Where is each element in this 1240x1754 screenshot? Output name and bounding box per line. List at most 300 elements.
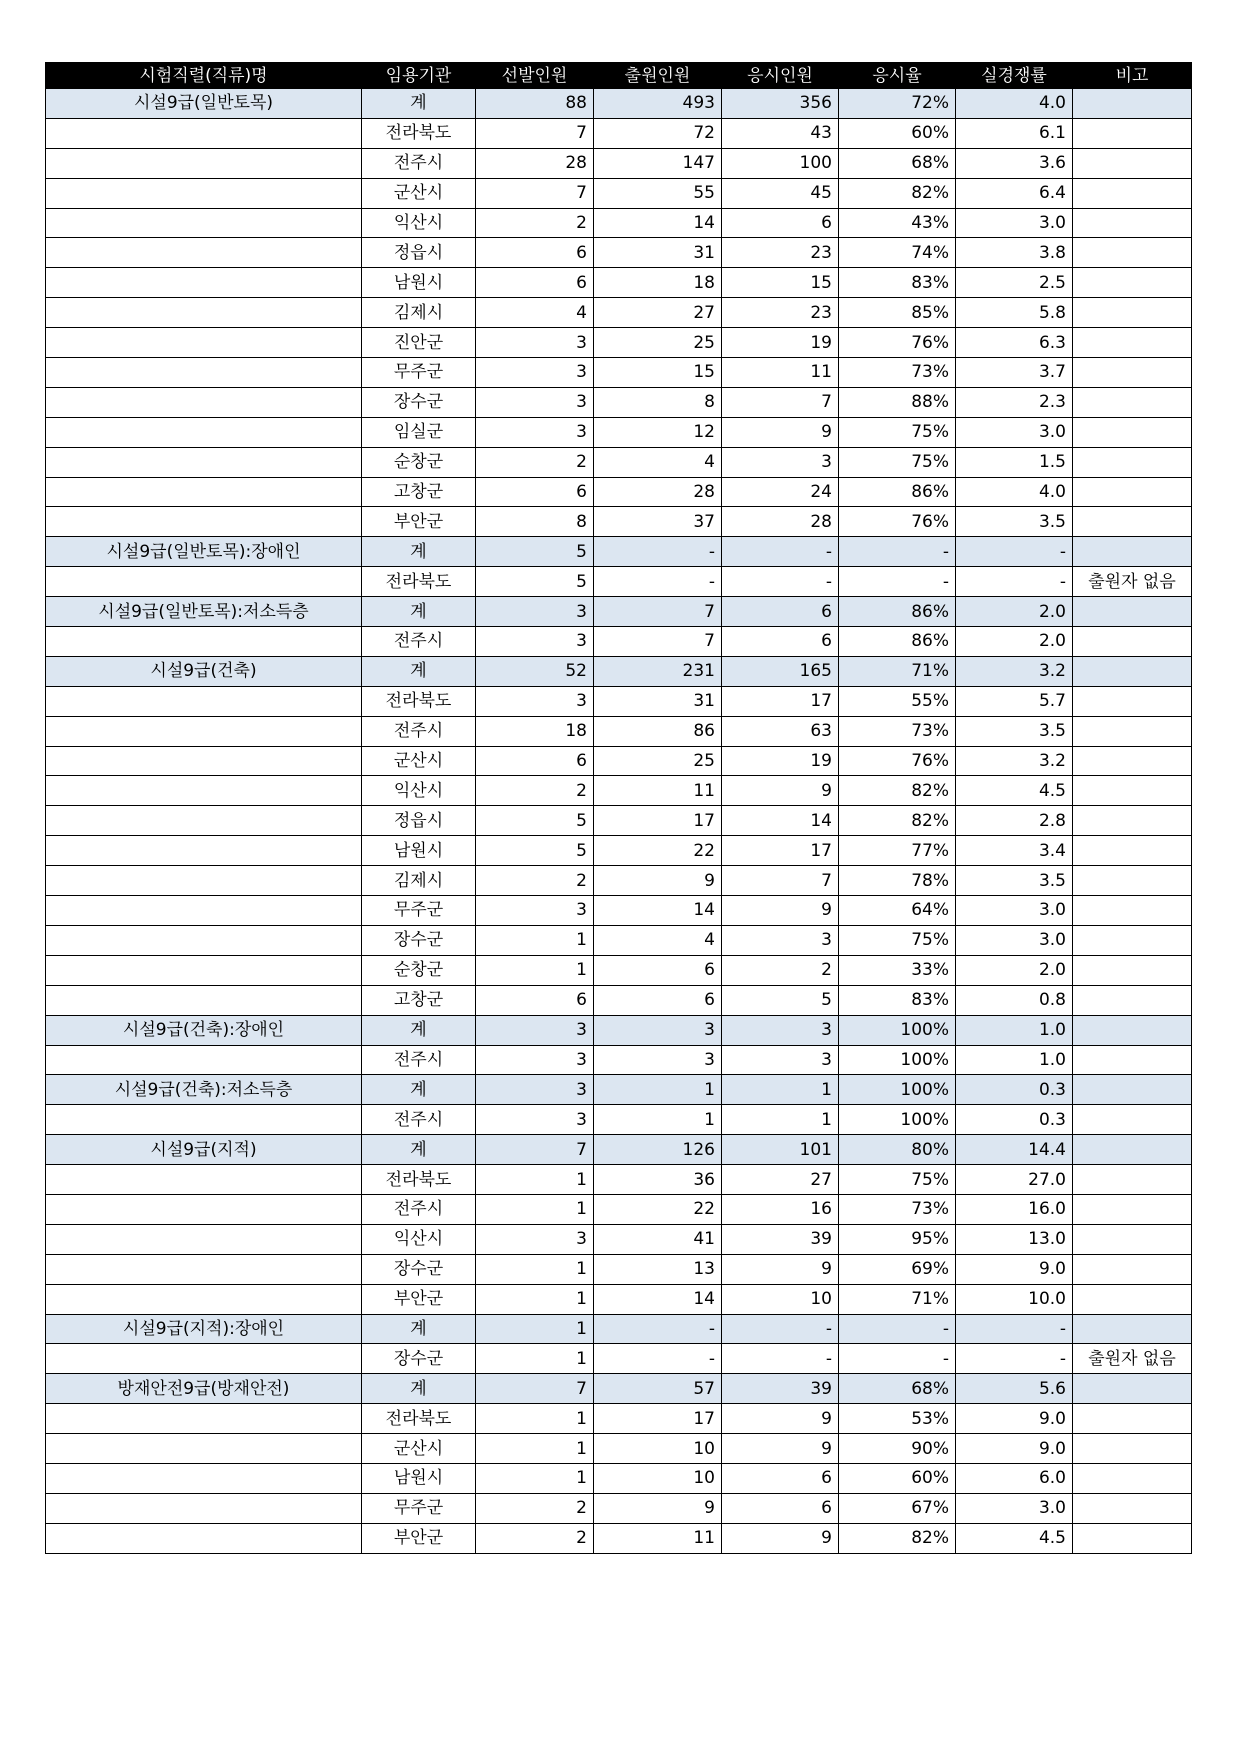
cell-attendees: - (722, 1344, 839, 1374)
cell-attendees: 165 (722, 656, 839, 686)
cell-competition-rate: 3.4 (956, 836, 1073, 866)
cell-attendees: 6 (722, 627, 839, 657)
cell-organization: 계 (362, 1374, 476, 1404)
cell-exam-series: 시설9급(지적) (46, 1135, 362, 1165)
table-row (46, 776, 1192, 806)
cell-applicants: 14 (594, 208, 722, 238)
cell-attendance-rate: 83% (839, 985, 956, 1015)
cell-selected: 8 (476, 507, 594, 537)
cell-exam-series: 시설9급(건축):저소득층 (46, 1075, 362, 1105)
cell-selected: 6 (476, 985, 594, 1015)
cell-organization: 전라북도 (362, 567, 476, 597)
cell-competition-rate: 4.5 (956, 776, 1073, 806)
cell-applicants: 7 (594, 597, 722, 627)
cell-organization: 전주시 (362, 148, 476, 178)
header-selected: 선발인원 (476, 63, 594, 89)
cell-applicants: 10 (594, 1434, 722, 1464)
cell-note (1073, 1015, 1192, 1045)
cell-attendees: 9 (722, 1523, 839, 1553)
cell-attendance-rate: 69% (839, 1254, 956, 1284)
table-row (46, 866, 1192, 896)
cell-exam-series (46, 955, 362, 985)
cell-attendees: 11 (722, 358, 839, 388)
cell-exam-series (46, 1105, 362, 1135)
cell-selected: 1 (476, 1404, 594, 1434)
cell-note (1073, 1105, 1192, 1135)
cell-organization: 부안군 (362, 1284, 476, 1314)
cell-attendees: 39 (722, 1224, 839, 1254)
cell-note (1073, 537, 1192, 567)
cell-attendees: 9 (722, 417, 839, 447)
cell-organization: 전주시 (362, 627, 476, 657)
cell-competition-rate: 3.2 (956, 746, 1073, 776)
cell-attendees: - (722, 537, 839, 567)
cell-competition-rate: 9.0 (956, 1254, 1073, 1284)
table-row (46, 417, 1192, 447)
cell-exam-series (46, 746, 362, 776)
cell-attendance-rate: 85% (839, 298, 956, 328)
table-row (46, 148, 1192, 178)
table-row (46, 447, 1192, 477)
table-row (46, 686, 1192, 716)
cell-applicants: 10 (594, 1463, 722, 1493)
cell-organization: 익산시 (362, 776, 476, 806)
cell-selected: 3 (476, 1045, 594, 1075)
cell-competition-rate: 4.5 (956, 1523, 1073, 1553)
cell-exam-series (46, 1493, 362, 1523)
cell-selected: 5 (476, 806, 594, 836)
cell-attendance-rate: 82% (839, 1523, 956, 1553)
cell-exam-series (46, 1523, 362, 1553)
cell-competition-rate: 0.3 (956, 1105, 1073, 1135)
cell-attendance-rate: 86% (839, 627, 956, 657)
cell-organization: 전주시 (362, 1045, 476, 1075)
cell-exam-series (46, 387, 362, 417)
cell-exam-series (46, 1284, 362, 1314)
cell-selected: 88 (476, 89, 594, 119)
cell-attendance-rate: 73% (839, 716, 956, 746)
cell-attendance-rate: 68% (839, 1374, 956, 1404)
cell-selected: 3 (476, 1075, 594, 1105)
table-row (46, 1404, 1192, 1434)
cell-applicants: 36 (594, 1165, 722, 1195)
cell-exam-series (46, 985, 362, 1015)
cell-selected: 7 (476, 1374, 594, 1404)
cell-exam-series (46, 447, 362, 477)
table-row (46, 358, 1192, 388)
cell-note (1073, 178, 1192, 208)
cell-attendees: 2 (722, 955, 839, 985)
cell-note (1073, 1374, 1192, 1404)
table-row (46, 1284, 1192, 1314)
table-row (46, 806, 1192, 836)
cell-attendance-rate: 75% (839, 1165, 956, 1195)
cell-organization: 김제시 (362, 298, 476, 328)
cell-applicants: 55 (594, 178, 722, 208)
cell-note (1073, 417, 1192, 447)
cell-organization: 정읍시 (362, 806, 476, 836)
cell-attendees: 7 (722, 866, 839, 896)
cell-selected: 1 (476, 1463, 594, 1493)
cell-note (1073, 746, 1192, 776)
cell-competition-rate: 5.8 (956, 298, 1073, 328)
cell-applicants: - (594, 1314, 722, 1344)
cell-attendees: 27 (722, 1165, 839, 1195)
cell-organization: 전주시 (362, 1194, 476, 1224)
cell-attendance-rate: 100% (839, 1105, 956, 1135)
cell-selected: 1 (476, 1254, 594, 1284)
table-subtotal-row (46, 1314, 1192, 1344)
cell-attendance-rate: 60% (839, 118, 956, 148)
cell-exam-series (46, 1344, 362, 1374)
cell-applicants: 7 (594, 627, 722, 657)
cell-exam-series (46, 328, 362, 358)
table-row (46, 178, 1192, 208)
cell-attendees: 101 (722, 1135, 839, 1165)
cell-attendance-rate: 76% (839, 507, 956, 537)
cell-exam-series (46, 417, 362, 447)
cell-competition-rate: 5.7 (956, 686, 1073, 716)
cell-selected: 1 (476, 1165, 594, 1195)
cell-organization: 부안군 (362, 1523, 476, 1553)
cell-selected: 2 (476, 208, 594, 238)
cell-organization: 임실군 (362, 417, 476, 447)
table-row (46, 1434, 1192, 1464)
cell-selected: 6 (476, 268, 594, 298)
cell-attendees: 3 (722, 1015, 839, 1045)
cell-competition-rate: 4.0 (956, 89, 1073, 119)
cell-organization: 계 (362, 1015, 476, 1045)
cell-exam-series (46, 836, 362, 866)
cell-attendance-rate: 82% (839, 776, 956, 806)
cell-note (1073, 1254, 1192, 1284)
cell-competition-rate: 13.0 (956, 1224, 1073, 1254)
cell-attendees: 1 (722, 1075, 839, 1105)
cell-attendance-rate: 53% (839, 1404, 956, 1434)
cell-organization: 고창군 (362, 477, 476, 507)
cell-note (1073, 836, 1192, 866)
cell-organization: 순창군 (362, 955, 476, 985)
cell-selected: 1 (476, 1284, 594, 1314)
cell-attendees: 7 (722, 387, 839, 417)
cell-attendance-rate: 71% (839, 1284, 956, 1314)
table-row (46, 627, 1192, 657)
cell-attendees: 6 (722, 597, 839, 627)
table-subtotal-row (46, 1015, 1192, 1045)
cell-exam-series: 시설9급(일반토목) (46, 89, 362, 119)
cell-applicants: 28 (594, 477, 722, 507)
cell-organization: 익산시 (362, 1224, 476, 1254)
cell-note (1073, 1404, 1192, 1434)
cell-organization: 무주군 (362, 358, 476, 388)
cell-note (1073, 118, 1192, 148)
table-header-row (46, 63, 1192, 89)
cell-organization: 계 (362, 1135, 476, 1165)
cell-note (1073, 866, 1192, 896)
table-row (46, 1254, 1192, 1284)
table-row (46, 118, 1192, 148)
cell-applicants: 17 (594, 1404, 722, 1434)
cell-note (1073, 806, 1192, 836)
cell-exam-series (46, 148, 362, 178)
cell-applicants: 14 (594, 1284, 722, 1314)
table-subtotal-row (46, 656, 1192, 686)
cell-attendance-rate: 86% (839, 597, 956, 627)
cell-selected: 7 (476, 1135, 594, 1165)
cell-competition-rate: 3.5 (956, 716, 1073, 746)
cell-note (1073, 1284, 1192, 1314)
table-row (46, 1194, 1192, 1224)
cell-organization: 계 (362, 597, 476, 627)
cell-note (1073, 955, 1192, 985)
cell-organization: 전주시 (362, 716, 476, 746)
cell-attendance-rate: 90% (839, 1434, 956, 1464)
cell-attendance-rate: 68% (839, 148, 956, 178)
cell-selected: 3 (476, 1105, 594, 1135)
cell-organization: 장수군 (362, 387, 476, 417)
cell-note (1073, 1165, 1192, 1195)
cell-note (1073, 298, 1192, 328)
exam-results-table (45, 62, 1192, 1554)
cell-attendance-rate: 73% (839, 358, 956, 388)
cell-organization: 남원시 (362, 268, 476, 298)
cell-competition-rate: 3.2 (956, 656, 1073, 686)
cell-attendance-rate: 80% (839, 1135, 956, 1165)
cell-applicants: 31 (594, 686, 722, 716)
cell-applicants: 12 (594, 417, 722, 447)
cell-applicants: 8 (594, 387, 722, 417)
cell-exam-series (46, 896, 362, 926)
cell-competition-rate: 2.8 (956, 806, 1073, 836)
table-subtotal-row (46, 1135, 1192, 1165)
cell-organization: 무주군 (362, 896, 476, 926)
table-row (46, 1045, 1192, 1075)
cell-note (1073, 208, 1192, 238)
cell-exam-series (46, 686, 362, 716)
cell-competition-rate: 3.6 (956, 148, 1073, 178)
cell-applicants: 11 (594, 1523, 722, 1553)
cell-selected: 1 (476, 1314, 594, 1344)
cell-attendance-rate: - (839, 1344, 956, 1374)
cell-selected: 1 (476, 1194, 594, 1224)
cell-organization: 계 (362, 1075, 476, 1105)
cell-note (1073, 1434, 1192, 1464)
cell-organization: 장수군 (362, 1344, 476, 1374)
cell-attendees: 9 (722, 1404, 839, 1434)
cell-attendance-rate: 67% (839, 1493, 956, 1523)
cell-attendees: 1 (722, 1105, 839, 1135)
cell-organization: 전라북도 (362, 1404, 476, 1434)
cell-competition-rate: 3.5 (956, 507, 1073, 537)
cell-note (1073, 1523, 1192, 1553)
cell-competition-rate: 27.0 (956, 1165, 1073, 1195)
cell-competition-rate: 0.3 (956, 1075, 1073, 1105)
cell-note (1073, 1135, 1192, 1165)
cell-applicants: 6 (594, 955, 722, 985)
cell-exam-series (46, 1434, 362, 1464)
cell-organization: 남원시 (362, 836, 476, 866)
cell-organization: 계 (362, 1314, 476, 1344)
cell-attendees: 6 (722, 1463, 839, 1493)
cell-attendance-rate: 43% (839, 208, 956, 238)
cell-attendees: - (722, 567, 839, 597)
cell-note (1073, 1045, 1192, 1075)
cell-selected: 3 (476, 686, 594, 716)
cell-selected: 5 (476, 836, 594, 866)
cell-note (1073, 896, 1192, 926)
cell-selected: 52 (476, 656, 594, 686)
cell-applicants: 31 (594, 238, 722, 268)
header-competition-rate: 실경쟁률 (956, 63, 1073, 89)
cell-attendance-rate: - (839, 1314, 956, 1344)
cell-selected: 6 (476, 238, 594, 268)
cell-applicants: - (594, 1344, 722, 1374)
cell-exam-series (46, 1224, 362, 1254)
cell-exam-series: 시설9급(일반토목):장애인 (46, 537, 362, 567)
cell-exam-series (46, 208, 362, 238)
cell-organization: 남원시 (362, 1463, 476, 1493)
cell-attendance-rate: 77% (839, 836, 956, 866)
cell-organization: 군산시 (362, 1434, 476, 1464)
cell-competition-rate: 9.0 (956, 1434, 1073, 1464)
cell-attendance-rate: 100% (839, 1075, 956, 1105)
cell-selected: 2 (476, 447, 594, 477)
cell-organization: 군산시 (362, 178, 476, 208)
cell-attendance-rate: 33% (839, 955, 956, 985)
cell-attendees: 3 (722, 1045, 839, 1075)
cell-attendance-rate: 100% (839, 1045, 956, 1075)
table-row (46, 1493, 1192, 1523)
table-subtotal-row (46, 89, 1192, 119)
cell-selected: 28 (476, 148, 594, 178)
table-row (46, 268, 1192, 298)
cell-attendance-rate: 74% (839, 238, 956, 268)
cell-selected: 18 (476, 716, 594, 746)
cell-exam-series (46, 776, 362, 806)
cell-applicants: - (594, 537, 722, 567)
cell-attendees: 6 (722, 208, 839, 238)
cell-competition-rate: 1.0 (956, 1045, 1073, 1075)
cell-exam-series (46, 1194, 362, 1224)
cell-organization: 전라북도 (362, 686, 476, 716)
table-subtotal-row (46, 597, 1192, 627)
cell-attendance-rate: 76% (839, 746, 956, 776)
table-row (46, 1105, 1192, 1135)
cell-exam-series (46, 268, 362, 298)
cell-attendance-rate: 75% (839, 417, 956, 447)
cell-competition-rate: 10.0 (956, 1284, 1073, 1314)
cell-attendance-rate: 73% (839, 1194, 956, 1224)
cell-attendance-rate: 72% (839, 89, 956, 119)
cell-organization: 고창군 (362, 985, 476, 1015)
cell-attendance-rate: 78% (839, 866, 956, 896)
cell-applicants: 86 (594, 716, 722, 746)
cell-note (1073, 358, 1192, 388)
cell-competition-rate: 6.1 (956, 118, 1073, 148)
table-row (46, 477, 1192, 507)
cell-competition-rate: - (956, 537, 1073, 567)
cell-competition-rate: 3.7 (956, 358, 1073, 388)
header-note: 비고 (1073, 63, 1192, 89)
cell-exam-series (46, 298, 362, 328)
cell-attendees: 5 (722, 985, 839, 1015)
cell-applicants: 6 (594, 985, 722, 1015)
cell-selected: 4 (476, 298, 594, 328)
cell-attendees: 19 (722, 328, 839, 358)
cell-organization: 정읍시 (362, 238, 476, 268)
cell-exam-series: 시설9급(일반토목):저소득층 (46, 597, 362, 627)
cell-exam-series (46, 358, 362, 388)
cell-selected: 3 (476, 597, 594, 627)
cell-applicants: 41 (594, 1224, 722, 1254)
cell-organization: 계 (362, 537, 476, 567)
cell-applicants: 231 (594, 656, 722, 686)
cell-attendees: 6 (722, 1493, 839, 1523)
cell-note (1073, 1314, 1192, 1344)
table-row (46, 925, 1192, 955)
cell-organization: 계 (362, 89, 476, 119)
cell-attendees: 356 (722, 89, 839, 119)
header-applicants: 출원인원 (594, 63, 722, 89)
table-row (46, 298, 1192, 328)
cell-selected: 6 (476, 746, 594, 776)
cell-selected: 6 (476, 477, 594, 507)
cell-attendees: 24 (722, 477, 839, 507)
cell-applicants: 25 (594, 328, 722, 358)
cell-note (1073, 985, 1192, 1015)
cell-exam-series: 시설9급(지적):장애인 (46, 1314, 362, 1344)
table-subtotal-row (46, 1374, 1192, 1404)
cell-applicants: 57 (594, 1374, 722, 1404)
cell-exam-series: 방재안전9급(방재안전) (46, 1374, 362, 1404)
cell-attendees: 100 (722, 148, 839, 178)
header-exam-series: 시험직렬(직류)명 (46, 63, 362, 89)
cell-attendees: 23 (722, 298, 839, 328)
cell-exam-series (46, 1404, 362, 1434)
table-row (46, 746, 1192, 776)
cell-organization: 익산시 (362, 208, 476, 238)
cell-applicants: 22 (594, 836, 722, 866)
cell-note (1073, 925, 1192, 955)
header-attendance-rate: 응시율 (839, 63, 956, 89)
cell-attendees: 14 (722, 806, 839, 836)
cell-attendees: - (722, 1314, 839, 1344)
cell-applicants: 37 (594, 507, 722, 537)
table-row (46, 1165, 1192, 1195)
cell-applicants: 22 (594, 1194, 722, 1224)
cell-competition-rate: 6.0 (956, 1463, 1073, 1493)
cell-competition-rate: 3.0 (956, 896, 1073, 926)
cell-note (1073, 507, 1192, 537)
cell-competition-rate: 16.0 (956, 1194, 1073, 1224)
cell-selected: 3 (476, 328, 594, 358)
table-row (46, 208, 1192, 238)
cell-note (1073, 148, 1192, 178)
cell-competition-rate: 5.6 (956, 1374, 1073, 1404)
cell-selected: 1 (476, 925, 594, 955)
cell-attendees: 16 (722, 1194, 839, 1224)
cell-organization: 순창군 (362, 447, 476, 477)
cell-organization: 부안군 (362, 507, 476, 537)
cell-organization: 전주시 (362, 1105, 476, 1135)
cell-note (1073, 268, 1192, 298)
table-row (46, 1463, 1192, 1493)
cell-exam-series (46, 866, 362, 896)
cell-competition-rate: 2.0 (956, 627, 1073, 657)
cell-note (1073, 447, 1192, 477)
cell-attendance-rate: 71% (839, 656, 956, 686)
table-row (46, 1224, 1192, 1254)
